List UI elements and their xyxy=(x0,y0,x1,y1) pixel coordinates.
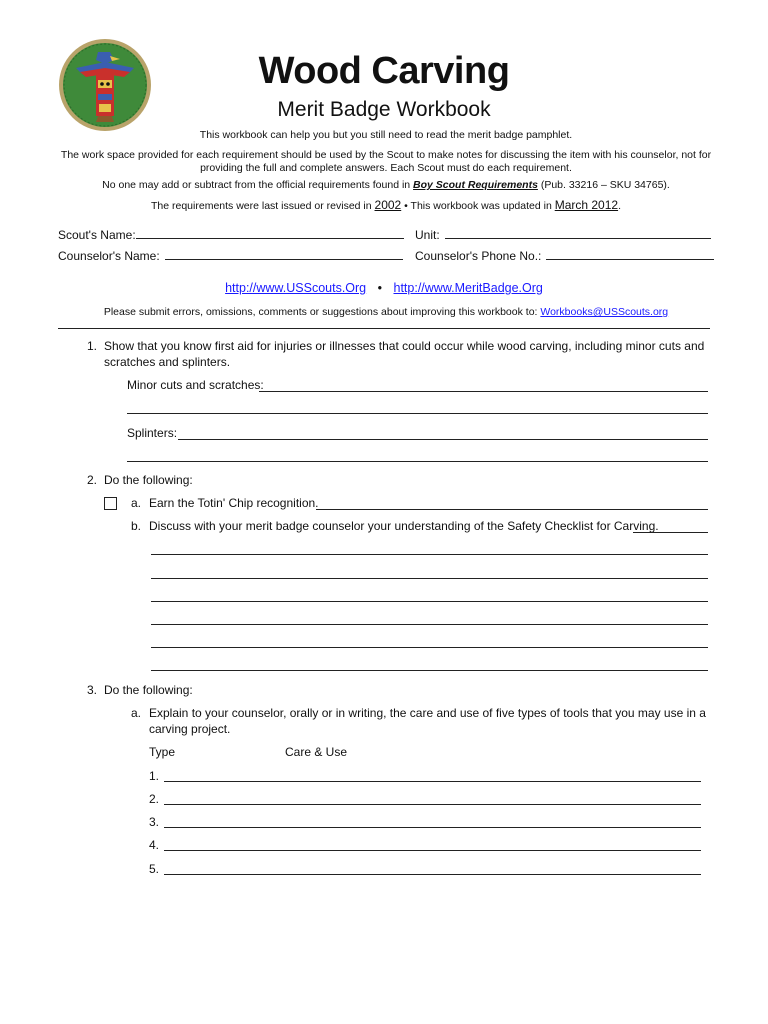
intro-line-3 xyxy=(56,179,716,191)
intro-line-4-pre: The requirements were last issued or revised in xyxy=(151,200,375,212)
scout-name-label: Scout's Name: xyxy=(58,228,136,242)
counselor-phone-label: Counselor's Phone No.: xyxy=(415,249,542,263)
tool-item-5-number: 5. xyxy=(149,862,160,876)
tool-item-5-line[interactable] xyxy=(164,874,701,875)
submit-text: Please submit errors, omissions, comments or suggestions about improving this workbook to: xyxy=(103,306,541,318)
req-3-number: 3. xyxy=(87,683,98,697)
counselor-name-line[interactable] xyxy=(165,249,403,260)
req-2b-line-2[interactable] xyxy=(151,578,708,579)
meritbadge-link[interactable]: http://www.MeritBadge.Org xyxy=(393,281,543,295)
req-2b-line-6[interactable] xyxy=(151,670,708,671)
usscouts-link[interactable]: http://www.USScouts.Org xyxy=(225,281,367,295)
req-3a-letter: a. xyxy=(131,706,142,720)
col-type-header: Type xyxy=(149,745,176,759)
revised-year: 2002 xyxy=(374,198,402,212)
updated-date: March 2012 xyxy=(554,198,619,212)
book-title: Boy Scout Requirements xyxy=(413,179,538,191)
tool-item-2-number: 2. xyxy=(149,792,160,806)
req-2b-letter: b. xyxy=(131,519,142,533)
req-2a-letter: a. xyxy=(131,496,142,510)
req-2b-line-1[interactable] xyxy=(151,554,708,555)
page-subtitle: Merit Badge Workbook xyxy=(277,98,491,121)
col-care-header: Care & Use xyxy=(285,745,348,759)
intro-line-4-mid: • This workbook was updated in xyxy=(401,200,555,212)
req-2a-checkbox[interactable] xyxy=(104,497,117,510)
intro-line-2a: The work space provided for each requirement should be used by the Scout to make notes for discussing the item with his counselor, not for xyxy=(60,149,712,161)
unit-label: Unit: xyxy=(415,228,440,242)
tool-item-1-number: 1. xyxy=(149,769,160,783)
req-2b-line-4[interactable] xyxy=(151,624,708,625)
req-2b-line-5[interactable] xyxy=(151,647,708,648)
req-3a-text-a: Explain to your counselor, orally or in writing, the care and use of five types of tools that you may use in a xyxy=(149,706,706,720)
counselor-phone-field[interactable] xyxy=(415,249,714,263)
counselor-name-label: Counselor's Name: xyxy=(58,249,160,263)
tool-item-4-line[interactable] xyxy=(164,850,701,851)
submit-line xyxy=(56,306,716,318)
req-1-minor-label: Minor cuts and scratches: xyxy=(127,378,264,392)
tool-item-3-line[interactable] xyxy=(164,827,701,828)
req-2b-line[interactable] xyxy=(633,532,708,533)
req-1-text-a: Show that you know first aid for injuries or illnesses that could occur while wood carving, including minor cuts and xyxy=(104,339,705,353)
req-2b-text: Discuss with your merit badge counselor your understanding of the Safety Checklist for Carving. xyxy=(149,519,659,533)
intro-line-3-post: (Pub. 33216 – SKU 34765). xyxy=(537,179,670,191)
req-2b-line-3[interactable] xyxy=(151,601,708,602)
scout-name-line[interactable] xyxy=(136,228,404,239)
req-1-text-b: scratches and splinters. xyxy=(104,355,231,369)
req-1-splinters-line-2[interactable] xyxy=(127,461,708,462)
link-separator: • xyxy=(377,281,383,295)
email-link[interactable]: Workbooks@USScouts.org xyxy=(540,306,669,318)
req-2-text: Do the following: xyxy=(104,473,193,487)
req-1-splinters-label: Splinters: xyxy=(127,426,178,440)
tool-item-3-number: 3. xyxy=(149,815,160,829)
req-2a-text: Earn the Totin' Chip recognition. xyxy=(149,496,319,510)
counselor-phone-line[interactable] xyxy=(546,249,714,260)
req-1-splinters-line[interactable] xyxy=(178,439,708,440)
intro-line-4 xyxy=(56,199,716,212)
tool-item-4-number: 4. xyxy=(149,838,160,852)
req-3a-text-b: carving project. xyxy=(149,722,231,736)
tool-item-1-line[interactable] xyxy=(164,781,701,782)
intro-line-1: This workbook can help you but you still need to read the merit badge pamphlet. xyxy=(199,129,573,141)
unit-field[interactable] xyxy=(415,228,711,242)
scout-name-field[interactable] xyxy=(58,228,404,242)
header-divider xyxy=(58,328,710,329)
intro-line-3-pre: No one may add or subtract from the official requirements found in xyxy=(102,179,414,191)
req-1-minor-line-2[interactable] xyxy=(127,413,708,414)
req-2a-line[interactable] xyxy=(316,509,708,510)
req-1-minor-line[interactable] xyxy=(259,391,708,392)
intro-line-2b: providing the full and complete answers. Each Scout must do each requirement. xyxy=(200,162,572,174)
page-title: Wood Carving xyxy=(258,50,510,92)
req-1-number: 1. xyxy=(87,339,98,353)
links-row xyxy=(0,281,768,295)
req-2-number: 2. xyxy=(87,473,98,487)
intro-line-4-end: . xyxy=(618,200,621,212)
tool-item-2-line[interactable] xyxy=(164,804,701,805)
counselor-name-field[interactable] xyxy=(58,249,403,263)
req-3-text: Do the following: xyxy=(104,683,193,697)
unit-line[interactable] xyxy=(445,228,711,239)
